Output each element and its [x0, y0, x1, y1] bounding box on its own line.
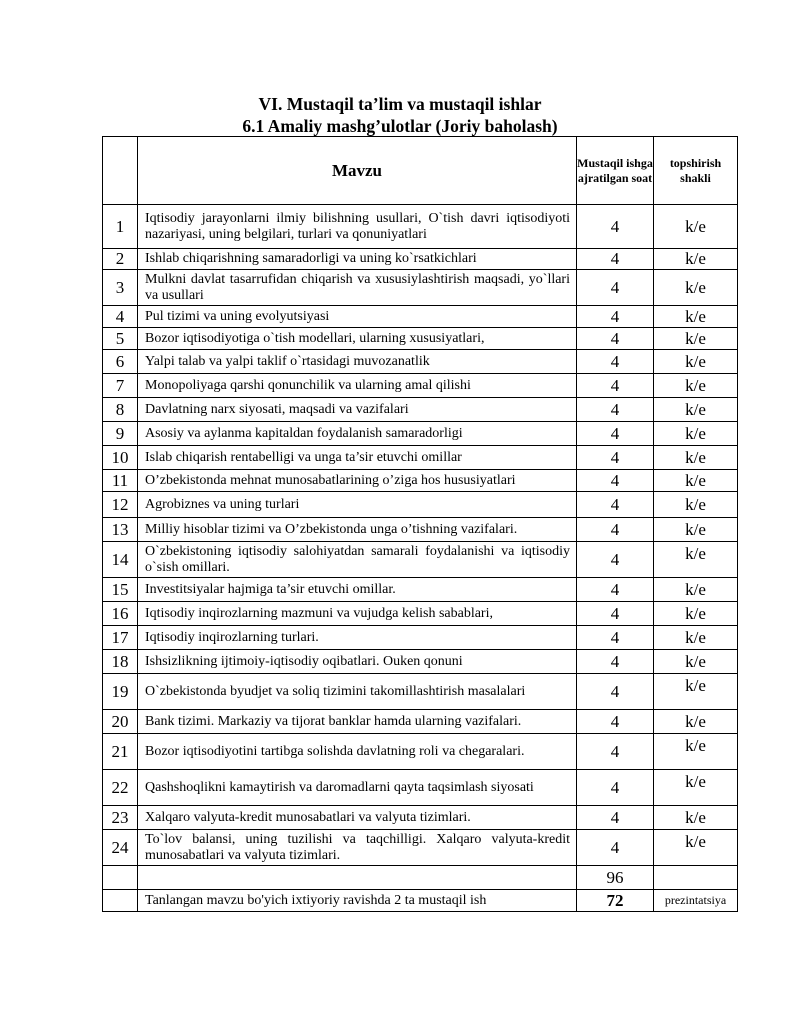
elective-number-cell [103, 890, 138, 912]
row-form: k/e [654, 350, 738, 374]
table-row [103, 492, 738, 518]
row-hours: 4 [577, 374, 654, 398]
section-title: VI. Mustaqil ta’lim va mustaqil ishlar [258, 94, 542, 114]
row-topic: Iqtisodiy jarayonlarni ilmiy bilishning usullari, O`tish davri iqtisodiyoti nazariyasi, uning belgilari, turlari va qonuniyatlari [138, 205, 577, 249]
row-number: 18 [103, 650, 138, 674]
row-topic: Investitsiyalar hajmiga ta’sir etuvchi omillar. [138, 578, 577, 602]
row-number: 5 [103, 328, 138, 350]
row-form: k/e [654, 830, 738, 866]
row-topic: Bozor iqtisodiyotiga o`tish modellari, ularning xususiyatlari, [138, 328, 577, 350]
row-form: k/e [654, 710, 738, 734]
row-hours: 4 [577, 578, 654, 602]
row-number: 7 [103, 374, 138, 398]
row-form: k/e [654, 734, 738, 770]
table-row [103, 734, 738, 770]
row-number: 15 [103, 578, 138, 602]
row-hours: 4 [577, 470, 654, 492]
table-row [103, 626, 738, 650]
row-form: k/e [654, 626, 738, 650]
row-hours: 4 [577, 270, 654, 306]
row-number: 12 [103, 492, 138, 518]
row-hours: 4 [577, 398, 654, 422]
row-hours: 4 [577, 806, 654, 830]
table-row [103, 446, 738, 470]
row-hours: 4 [577, 830, 654, 866]
row-number: 11 [103, 470, 138, 492]
row-hours: 4 [577, 674, 654, 710]
row-hours: 4 [577, 518, 654, 542]
total-topic-cell [138, 866, 577, 890]
row-number: 1 [103, 205, 138, 249]
table-row [103, 710, 738, 734]
row-form: k/e [654, 205, 738, 249]
table-row [103, 249, 738, 270]
row-number: 4 [103, 306, 138, 328]
row-topic: Xalqaro valyuta-kredit munosabatlari va valyuta tizimlari. [138, 806, 577, 830]
table-row [103, 306, 738, 328]
row-form: k/e [654, 770, 738, 806]
row-form: k/e [654, 492, 738, 518]
table-row [103, 806, 738, 830]
table-row [103, 650, 738, 674]
row-topic: Ishlab chiqarishning samaradorligi va uning ko`rsatkichlari [138, 249, 577, 270]
subsection-title: 6.1 Amaliy mashg’ulotlar (Joriy baholash) [242, 116, 558, 136]
table-header-row [103, 137, 738, 205]
row-topic: Monopoliyaga qarshi qonunchilik va ularning amal qilishi [138, 374, 577, 398]
row-topic: Ishsizlikning ijtimoiy-iqtisodiy oqibatlari. Ouken qonuni [138, 650, 577, 674]
independent-work-table [102, 136, 738, 912]
row-form: k/e [654, 518, 738, 542]
row-topic: Agrobiznes va uning turlari [138, 492, 577, 518]
row-number: 23 [103, 806, 138, 830]
table-row [103, 328, 738, 350]
row-form: k/e [654, 422, 738, 446]
row-form: k/e [654, 270, 738, 306]
row-topic: Davlatning narx siyosati, maqsadi va vazifalari [138, 398, 577, 422]
row-number: 8 [103, 398, 138, 422]
row-topic: Bank tizimi. Markaziy va tijorat banklar hamda ularning vazifalari. [138, 710, 577, 734]
row-number: 9 [103, 422, 138, 446]
row-hours: 4 [577, 306, 654, 328]
header-form: topshirish shakli [654, 137, 738, 205]
table-row [103, 602, 738, 626]
row-hours: 4 [577, 350, 654, 374]
total-form-cell [654, 866, 738, 890]
row-form: k/e [654, 542, 738, 578]
row-topic: Iqtisodiy inqirozlarning turlari. [138, 626, 577, 650]
row-form: k/e [654, 398, 738, 422]
table-row [103, 578, 738, 602]
row-topic: O`zbekistonda byudjet va soliq tizimini takomillashtirish masalalari [138, 674, 577, 710]
row-form: k/e [654, 470, 738, 492]
table-row [103, 518, 738, 542]
row-topic: Iqtisodiy inqirozlarning mazmuni va vujudga kelish sabablari, [138, 602, 577, 626]
row-number: 22 [103, 770, 138, 806]
table-row [103, 770, 738, 806]
header-hours: Mustaqil ishga ajratilgan soat [577, 137, 654, 205]
table-row [103, 270, 738, 306]
row-hours: 4 [577, 205, 654, 249]
row-form: k/e [654, 806, 738, 830]
row-form: k/e [654, 602, 738, 626]
table-row [103, 398, 738, 422]
total-hours: 96 [577, 866, 654, 890]
row-topic: O`zbekistoning iqtisodiy salohiyatdan samarali foydalanishi va iqtisodiy o`sish omillari. [138, 542, 577, 578]
row-number: 21 [103, 734, 138, 770]
row-topic: To`lov balansi, uning tuzilishi va taqchilligi. Xalqaro valyuta-kredit munosabatlari va valyuta tizimlari. [138, 830, 577, 866]
table-row [103, 374, 738, 398]
table-row [103, 205, 738, 249]
row-topic: Islab chiqarish rentabelligi va unga ta’sir etuvchi omillar [138, 446, 577, 470]
elective-topic: Tanlangan mavzu bo'yich ixtiyoriy ravishda 2 ta mustaqil ish [138, 890, 577, 912]
row-hours: 4 [577, 626, 654, 650]
row-hours: 4 [577, 650, 654, 674]
table-row [103, 422, 738, 446]
table-row [103, 830, 738, 866]
row-form: k/e [654, 249, 738, 270]
row-topic: Pul tizimi va uning evolyutsiyasi [138, 306, 577, 328]
row-number: 13 [103, 518, 138, 542]
elective-hours: 72 [577, 890, 654, 912]
table-row [103, 542, 738, 578]
table-row [103, 674, 738, 710]
row-hours: 4 [577, 542, 654, 578]
elective-row [103, 890, 738, 912]
total-number-cell [103, 866, 138, 890]
row-topic: O’zbekistonda mehnat munosabatlarining o’ziga hos hususiyatlari [138, 470, 577, 492]
row-topic: Milliy hisoblar tizimi va O’zbekistonda unga o’tishning vazifalari. [138, 518, 577, 542]
row-form: k/e [654, 374, 738, 398]
row-hours: 4 [577, 734, 654, 770]
row-form: k/e [654, 578, 738, 602]
row-number: 6 [103, 350, 138, 374]
row-hours: 4 [577, 328, 654, 350]
row-number: 10 [103, 446, 138, 470]
row-number: 2 [103, 249, 138, 270]
row-number: 19 [103, 674, 138, 710]
elective-form: prezintatsiya [654, 890, 738, 912]
row-topic: Bozor iqtisodiyotini tartibga solishda davlatning roli va chegaralari. [138, 734, 577, 770]
row-hours: 4 [577, 602, 654, 626]
row-topic: Mulkni davlat tasarrufidan chiqarish va xususiylashtirish maqsadi, yo`llari va usullari [138, 270, 577, 306]
row-form: k/e [654, 306, 738, 328]
row-form: k/e [654, 650, 738, 674]
row-hours: 4 [577, 710, 654, 734]
row-number: 17 [103, 626, 138, 650]
row-hours: 4 [577, 446, 654, 470]
row-number: 20 [103, 710, 138, 734]
row-form: k/e [654, 328, 738, 350]
row-hours: 4 [577, 492, 654, 518]
header-number [103, 137, 138, 205]
row-hours: 4 [577, 770, 654, 806]
row-topic: Asosiy va aylanma kapitaldan foydalanish samaradorligi [138, 422, 577, 446]
total-row [103, 866, 738, 890]
table-row [103, 470, 738, 492]
row-topic: Yalpi talab va yalpi taklif o`rtasidagi muvozanatlik [138, 350, 577, 374]
table-row [103, 350, 738, 374]
row-form: k/e [654, 446, 738, 470]
row-form: k/e [654, 674, 738, 710]
row-number: 3 [103, 270, 138, 306]
row-number: 14 [103, 542, 138, 578]
row-hours: 4 [577, 249, 654, 270]
row-number: 24 [103, 830, 138, 866]
row-number: 16 [103, 602, 138, 626]
row-hours: 4 [577, 422, 654, 446]
row-topic: Qashshoqlikni kamaytirish va daromadlarni qayta taqsimlash siyosati [138, 770, 577, 806]
header-topic: Mavzu [138, 137, 577, 205]
